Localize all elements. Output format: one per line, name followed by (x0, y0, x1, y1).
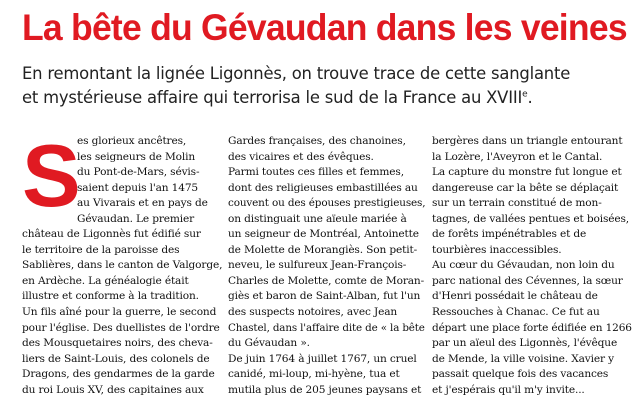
text-line: dont des religieuses embastillées au (228, 181, 418, 194)
text-line: bergères dans un triangle entourant (432, 135, 623, 147)
text-line: tourbières inaccessibles. (432, 243, 562, 256)
text-line: au Vivarais et en pays de (77, 197, 208, 210)
text-column-1 (22, 126, 223, 398)
text-line: le territoire de la paroisse des (22, 243, 180, 256)
text-line: Un fils aîné pour la guerre, le second (22, 306, 217, 319)
text-line: des vicaires et des évêques. (228, 150, 374, 163)
subheading-line-2: et mystérieuse affaire qui terrorisa le sud de la France au XVIIIe. (22, 88, 533, 107)
text-line: et j'espérais qu'il m'y invite... (432, 383, 585, 396)
text-line: du roi Louis XV, des capitaines aux (22, 383, 204, 396)
text-line: des Mousquetaires noirs, des cheva- (22, 337, 213, 350)
text-line: illustre et conforme à la tradition. (22, 290, 199, 303)
text-line: les seigneurs de Molin (77, 150, 196, 163)
text-line: du Pont-de-Mars, sévis- (77, 166, 200, 179)
text-line: liers de Saint-Louis, des colonels de (22, 352, 210, 365)
text-line: Charles de Molette, comte de Moran- (228, 274, 425, 287)
text-line: de forêts impénétrables et de (432, 228, 587, 241)
text-line: dangereuse car la bête se déplaçait (432, 181, 619, 194)
text-line: par un aïeul des Ligonnès, l'évêque (432, 337, 618, 350)
text-line: en Ardèche. La généalogie était (22, 274, 189, 287)
text-line: la Lozère, l'Aveyron et le Cantal. (432, 150, 603, 163)
text-line: Sablières, dans le canton de Valgorge, (22, 259, 223, 272)
article-headline: La bête du Gévaudan dans les veines (22, 7, 627, 48)
subheading-line-1: En remontant la lignée Ligonnès, on trouve trace de cette sanglante (22, 64, 571, 83)
text-line: départ une place forte édifiée en 1266 (432, 321, 632, 334)
text-line: De juin 1764 à juillet 1767, un cruel (228, 352, 417, 365)
text-line: neveu, le sulfureux Jean-François- (228, 259, 407, 272)
text-line: es glorieux ancêtres, (77, 135, 187, 147)
text-column-2 (228, 134, 425, 398)
text-line: de Molette de Morangiès. Son petit- (228, 243, 418, 256)
text-line: Dragons, des gendarmes de la garde (22, 368, 215, 381)
text-line: couvent ou des épouses prestigieuses, (228, 197, 426, 210)
text-line: château de Ligonnès fut édifié sur (22, 228, 201, 241)
text-line: passait quelque fois des vacances (432, 368, 609, 381)
text-line: canidé, mi-loup, mi-hyène, tua et (228, 368, 400, 381)
text-line: giès et baron de Saint-Alban, fut l'un (228, 290, 421, 303)
text-line: parc national des Cévennes, la sœur (432, 274, 623, 287)
text-line: tagnes, de vallées pentues et boisées, (432, 212, 630, 225)
text-line: Chastel, dans l'affaire dite de « la bête (228, 321, 425, 334)
text-line: Gardes françaises, des chanoines, (228, 135, 406, 147)
text-line: d'Henri possédait le château de (432, 290, 598, 303)
text-line: pour l'église. Des duellistes de l'ordre (22, 321, 220, 334)
text-line: sur un terrain constitué de mon- (432, 197, 602, 210)
text-line: La capture du monstre fut longue et (432, 166, 622, 179)
text-line: Ressouches à Chanac. Ce fut au (432, 306, 600, 319)
text-line: du Gévaudan ». (228, 337, 310, 350)
text-line: saient depuis l'an 1475 (77, 181, 199, 194)
text-line: un seigneur de Montréal, Antoinette (228, 228, 419, 241)
text-line: des suspects notoires, avec Jean (228, 306, 398, 319)
text-line: Gévaudan. Le premier (77, 212, 195, 225)
text-line: on distinguait une aïeule mariée à (228, 212, 407, 225)
text-column-3 (432, 134, 632, 398)
text-line: mutila plus de 205 jeunes paysans et (228, 383, 422, 396)
century-superscript: e (522, 89, 528, 100)
text-line: Parmi toutes ces filles et femmes, (228, 166, 404, 179)
drop-cap-letter: S (22, 126, 81, 225)
article-subheading (22, 62, 632, 110)
text-line: Au cœur du Gévaudan, non loin du (432, 259, 615, 272)
text-line: de Mende, la ville voisine. Xavier y (432, 352, 614, 365)
